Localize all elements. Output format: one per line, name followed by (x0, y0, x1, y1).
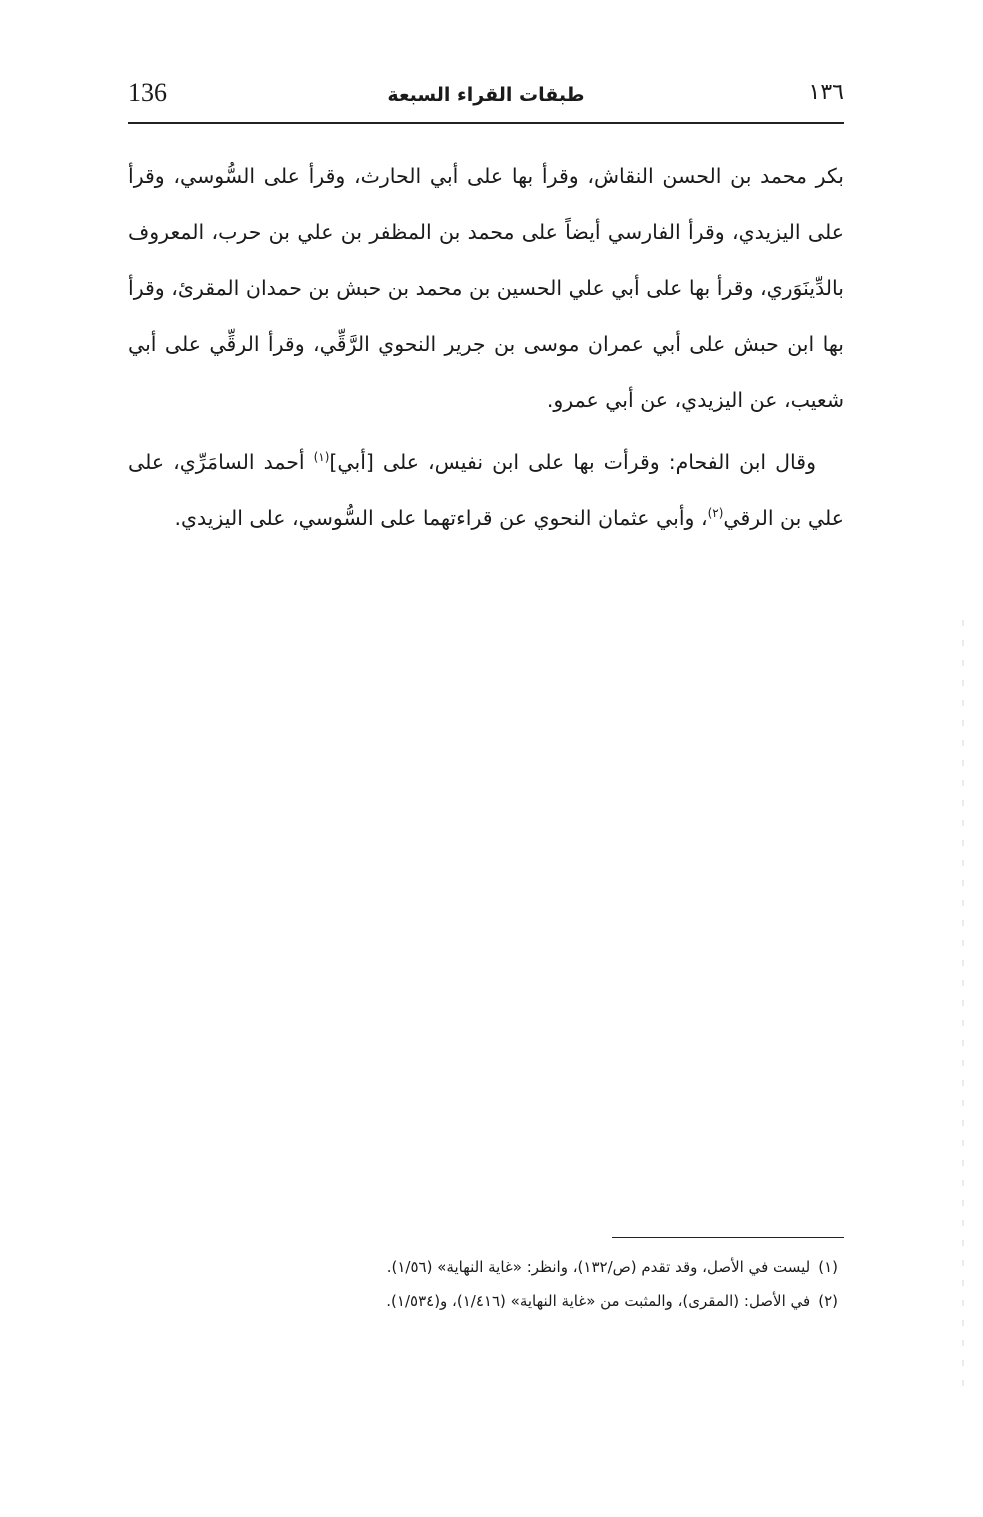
main-text (128, 148, 844, 552)
footnote-ref-1: (١) (313, 450, 330, 465)
page-number-latin: 136 (128, 78, 167, 107)
page-header (128, 70, 844, 124)
footnote-2-mark: (٢) (818, 1292, 838, 1310)
paragraph-2 (128, 434, 844, 546)
paragraph-2-part-3: ، وأبي عثمان النحوي عن قراءتهما على السُّوسي، على اليزيدي. (174, 506, 708, 530)
footnote-1-text: ليست في الأصل، وقد تقدم (ص/١٣٢)، وانظر: «غاية النهاية» (١/٥٦). (386, 1258, 811, 1276)
running-title: طبقات القراء السبعة (387, 84, 585, 106)
footnote-2-text: في الأصل: (المقرى)، والمثبت من «غاية النهاية» (١/٤١٦)، و(١/٥٣٤). (386, 1292, 811, 1310)
footnote-1-mark: (١) (818, 1258, 838, 1276)
footnote-1 (128, 1250, 838, 1284)
footnote-2 (128, 1284, 838, 1318)
footnote-separator (612, 1237, 844, 1238)
paragraph-2-part-2: أحمد السامَرِّي، على علي بن الرقي (128, 450, 844, 530)
paragraph-1: بكر محمد بن الحسن النقاش، وقرأ بها على أبي الحارث، وقرأ على السُّوسي، وقرأ على اليزيدي، وقرأ الفارسي أيضاً على محمد بن المظفر بن علي بن حرب، المعروف بالدِّينَوَري، وقرأ بها على أبي علي الحسين بن محمد بن حبش بن حمدان المقرئ، وقرأ بها ابن حبش على أبي عمران موسى بن جرير النحوي الرَّقِّي، وقرأ الرقِّي على أبي شعيب، عن اليزيدي، عن أبي عمرو. (128, 164, 844, 412)
footnotes (128, 1250, 838, 1318)
scan-edge-marks (962, 620, 964, 1400)
page-number-arabic: ١٣٦ (808, 80, 844, 105)
paragraph-2-part-1: وقال ابن الفحام: وقرأت بها على ابن نفيس، على [أبي] (329, 450, 816, 474)
footnote-ref-2: (٢) (707, 506, 724, 521)
